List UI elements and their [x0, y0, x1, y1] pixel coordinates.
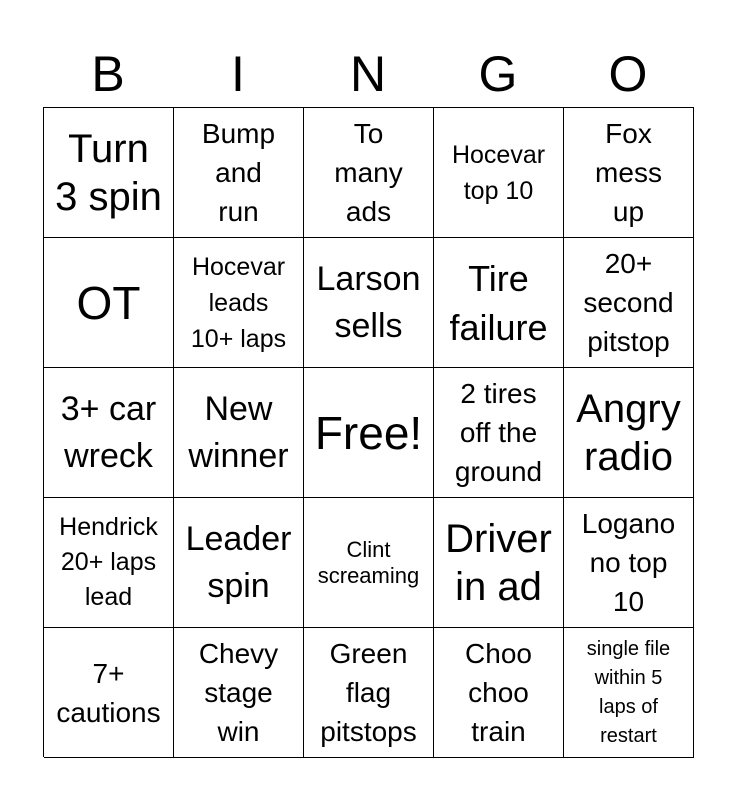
bingo-cell-r2c1[interactable] — [44, 238, 174, 368]
cell-text: Turn 3 spin — [55, 126, 162, 219]
bingo-cell-r4c1[interactable] — [44, 498, 174, 628]
bingo-cell-r3c2[interactable] — [174, 368, 304, 498]
bingo-cell-r3c5[interactable] — [564, 368, 694, 498]
cell-text: Logano no top 10 — [581, 508, 676, 617]
cell-text: 20+ second pitstop — [583, 248, 674, 357]
bingo-cell-r1c2[interactable] — [174, 108, 304, 238]
cell-text: Hendrick 20+ laps lead — [59, 513, 158, 611]
header-letter-i: I — [231, 46, 245, 102]
cell-text: Choo choo train — [465, 638, 532, 747]
header-letter-b: B — [91, 46, 125, 102]
cell-text: New winner — [188, 389, 289, 475]
cell-text: single file within 5 laps of restart — [586, 637, 671, 747]
bingo-cell-r2c3[interactable] — [304, 238, 434, 368]
bingo-cell-r5c4[interactable] — [434, 628, 564, 758]
bingo-cell-r4c2[interactable] — [174, 498, 304, 628]
cell-text: Leader spin — [185, 519, 292, 605]
cell-text: Fox mess up — [595, 118, 662, 227]
header-letter-n: N — [349, 46, 387, 102]
cell-text: Hocevar leads 10+ laps — [190, 252, 287, 353]
bingo-cell-r2c4[interactable] — [434, 238, 564, 368]
bingo-cell-free[interactable] — [304, 368, 434, 498]
cell-text: 3+ car wreck — [60, 389, 157, 475]
cell-text: Hocevar top 10 — [451, 140, 546, 205]
bingo-board — [43, 107, 694, 757]
cell-text: 7+ cautions — [56, 657, 161, 728]
bingo-cell-r1c5[interactable] — [564, 108, 694, 238]
bingo-cell-r1c4[interactable] — [434, 108, 564, 238]
bingo-cell-r4c4[interactable] — [434, 498, 564, 628]
bingo-header — [43, 44, 693, 104]
header-letter-o: O — [608, 46, 648, 102]
cell-text: Clint screaming — [317, 536, 420, 588]
cell-text: Angry radio — [576, 386, 681, 479]
cell-text: Tire failure — [449, 257, 548, 348]
cell-text: Chevy stage win — [198, 638, 279, 747]
cell-text: Driver in ad — [445, 516, 552, 609]
header-letter-g: G — [478, 46, 518, 102]
cell-text: Larson sells — [316, 259, 421, 345]
bingo-cell-r5c1[interactable] — [44, 628, 174, 758]
bingo-cell-r4c5[interactable] — [564, 498, 694, 628]
bingo-cell-r1c1[interactable] — [44, 108, 174, 238]
bingo-cell-r3c4[interactable] — [434, 368, 564, 498]
cell-text: Green flag pitstops — [320, 638, 417, 747]
bingo-cell-r2c5[interactable] — [564, 238, 694, 368]
bingo-cell-r1c3[interactable] — [304, 108, 434, 238]
bingo-cell-r2c2[interactable] — [174, 238, 304, 368]
cell-text: Bump and run — [201, 118, 276, 227]
cell-text: OT — [76, 276, 141, 329]
bingo-cell-r3c1[interactable] — [44, 368, 174, 498]
bingo-cell-r4c3[interactable] — [304, 498, 434, 628]
free-space-text: Free! — [314, 406, 423, 459]
bingo-cell-r5c5[interactable] — [564, 628, 694, 758]
bingo-cell-r5c2[interactable] — [174, 628, 304, 758]
cell-text: To many ads — [334, 118, 403, 227]
cell-text: 2 tires off the ground — [454, 378, 543, 487]
bingo-cell-r5c3[interactable] — [304, 628, 434, 758]
